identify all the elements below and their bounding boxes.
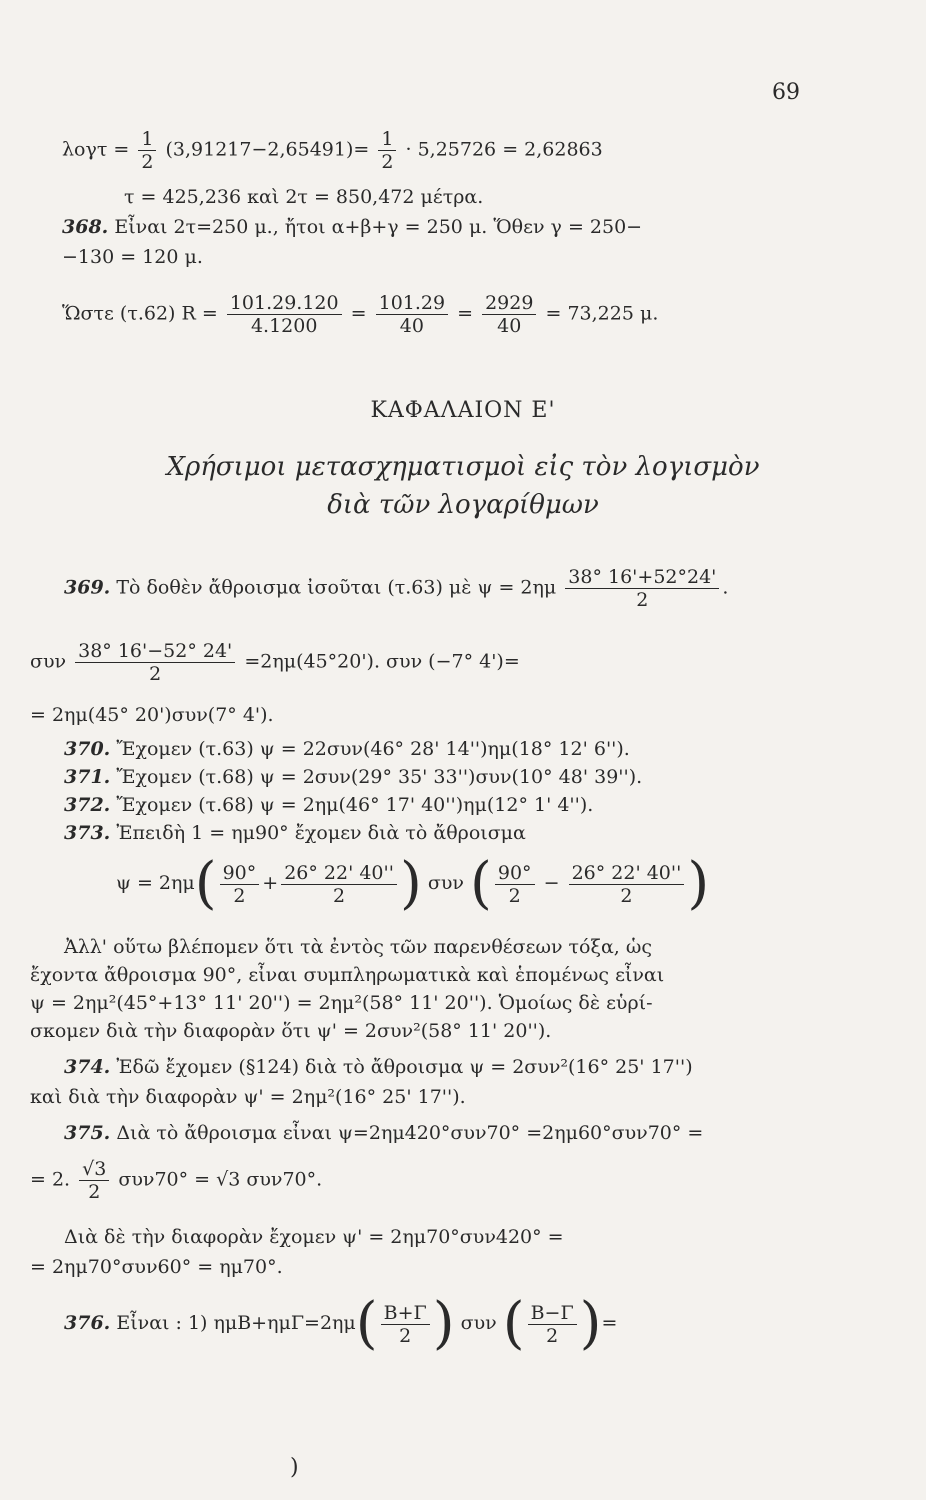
paren-close: )	[399, 851, 422, 916]
page-number: 69	[772, 80, 800, 105]
text-segment: (3,91217−2,65491)=	[165, 138, 370, 161]
problem-number: 376.	[64, 1312, 111, 1334]
text-line: τ = 425,236 καὶ 2τ = 850,472 μέτρα.	[124, 186, 484, 208]
problem-375	[64, 1122, 703, 1144]
fraction: $\frac{26^\circ 22' 40''}{2}$	[281, 862, 397, 907]
problem-371	[64, 766, 642, 788]
fraction: $\frac{38^\circ 16'+52^\circ 24'}{2}$	[565, 566, 719, 611]
problem-number: 370.	[64, 738, 111, 760]
text-segment: Τὸ δοθὲν ἄθροισμα ἰσοῦται (τ.63) μὲ ψ = 2ημ	[110, 576, 557, 599]
operator: −	[543, 872, 560, 894]
problem-number: 374.	[64, 1056, 111, 1078]
paren-open: (	[470, 851, 492, 916]
fraction: $\frac{26^\circ 22' 40''}{2}$	[569, 862, 685, 907]
problem-374	[64, 1056, 693, 1078]
problem-373	[64, 822, 526, 844]
fraction: $\frac{B+\Gamma}{2}$	[381, 1302, 430, 1347]
section-title-line-2: διὰ τῶν λογαρίθμων	[327, 490, 599, 520]
text-segment: συν70° = √3 συν70°.	[118, 1168, 323, 1191]
problem-number: 373.	[64, 822, 111, 844]
fraction: $\frac{√3}{2}$	[79, 1158, 109, 1203]
problem-369: 369. Τὸ δοθὲν ἄθροισμα ἰσοῦται (τ.63) μὲ ψ = 2ημ $\frac{38^\circ 16'+52^\circ 24'}{2}$ .	[64, 566, 729, 611]
problem-number: 369.	[64, 576, 111, 599]
text-segment: συν	[427, 872, 464, 894]
problem-370	[64, 738, 630, 760]
text-segment: Ἔχομεν (τ.63) ψ = 22συν(46° 28' 14'')ημ(18° 12' 6'').	[110, 738, 630, 760]
text-segment: λογτ =	[62, 138, 130, 161]
text-line: ψ = 2ημ²(45°+13° 11' 20'') = 2ημ²(58° 11' 20''). Ὁμοίως δὲ εὑρί-	[30, 992, 653, 1014]
problem-number: 368.	[62, 216, 109, 238]
fraction: $\frac{101.29}{40}$	[376, 292, 448, 337]
text-segment: ψ = 2ημ	[116, 872, 195, 894]
problem-376	[64, 1291, 618, 1356]
paren-close: )	[579, 1291, 602, 1356]
text-segment: Διὰ τὸ ἄθροισμα εἶναι ψ=2ημ420°συν70° =2ημ60°συν70° =	[110, 1122, 704, 1144]
text-line: Διὰ δὲ τὴν διαφορὰν ἔχομεν ψ' = 2ημ70°συν420° =	[64, 1226, 564, 1248]
text-line: σκομεν διὰ τὴν διαφορὰν ὅτι ψ' = 2συν²(58° 11' 20'').	[30, 1020, 552, 1042]
fraction: $\frac{1}{2}$	[378, 128, 396, 173]
equation-log-tau	[62, 128, 603, 173]
fraction: $\frac{B-\Gamma}{2}$	[528, 1302, 577, 1347]
fraction: $\frac{90^\circ}{2}$	[495, 862, 535, 907]
text-segment: = 2.	[30, 1168, 71, 1191]
problem-number: 371.	[64, 766, 111, 788]
text-line: καὶ διὰ τὴν διαφορὰν ψ' = 2ημ²(16° 25' 17'').	[30, 1086, 466, 1108]
text-segment: =	[601, 1312, 618, 1334]
text-segment: =2ημ(45°20'). συν (−7° 4')=	[244, 650, 520, 673]
paren-open: (	[502, 1291, 525, 1356]
fraction: $\frac{101.29.120}{4.1200}$	[227, 292, 342, 337]
paren-close: )	[432, 1291, 455, 1356]
text-line: Ἀλλ' οὕτω βλέπομεν ὅτι τὰ ἐντὸς τῶν παρενθέσεων τόξα, ὡς	[64, 936, 652, 958]
section-title-line-1: Χρήσιμοι μετασχηματισμοὶ εἰς τὸν λογισμὸν	[166, 452, 760, 482]
text-segment: Ἔχομεν (τ.68) ψ = 2συν(29° 35' 33'')συν(10° 48' 39'').	[110, 766, 643, 788]
problem-number: 372.	[64, 794, 111, 816]
text-segment: · 5,25726 = 2,62863	[405, 138, 603, 161]
text-segment: Εἶναι : 1) ημΒ+ημΓ=2ημ	[110, 1312, 356, 1334]
equation-line	[30, 1158, 322, 1203]
text-line: = 2ημ70°συν60° = ημ70°.	[30, 1256, 283, 1278]
text-segment: συν	[30, 650, 67, 673]
text-segment: Ὥστε (τ.62) R =	[62, 302, 218, 325]
text-segment: συν	[460, 1312, 497, 1334]
stray-mark: )	[290, 1455, 299, 1480]
equation-radius: Ὥστε (τ.62) R = $\frac{101.29.120}{4.1200}$ = $\frac{101.29}{40}$ = $\frac{2929}{40}$ = 73,225 μ.	[62, 292, 659, 337]
text-segment: Ἐπειδὴ 1 = ημ90° ἔχομεν διὰ τὸ ἄθροισμα	[110, 822, 526, 844]
paren-open: (	[194, 851, 217, 916]
text-line: −130 = 120 μ.	[62, 246, 203, 268]
fraction: $\frac{38^\circ 16'-52^\circ 24'}{2}$	[75, 640, 235, 685]
fraction: $\frac{90^\circ}{2}$	[220, 862, 260, 907]
fraction: $\frac{1}{2}$	[138, 128, 156, 173]
operator: +	[262, 872, 279, 894]
equation-psi	[116, 851, 710, 916]
text-segment: = 73,225 μ.	[545, 302, 659, 325]
problem-372	[64, 794, 593, 816]
chapter-heading: ΚΑΦΑΛΑΙΟΝ Ε'	[370, 398, 556, 423]
text-segment: Ἔχομεν (τ.68) ψ = 2ημ(46° 17' 40'')ημ(12° 1' 4'').	[110, 794, 594, 816]
problem-number: 375.	[64, 1122, 111, 1144]
equation-line	[30, 640, 520, 685]
paren-close: )	[687, 851, 710, 916]
text-line: = 2ημ(45° 20')συν(7° 4').	[30, 704, 274, 726]
text-segment: Εἶναι 2τ=250 μ., ἤτοι α+β+γ = 250 μ. Ὅθεν γ = 250−	[108, 216, 643, 238]
fraction: $\frac{2929}{40}$	[482, 292, 536, 337]
problem-368	[62, 216, 642, 238]
text-line: ἔχοντα ἄθροισμα 90°, εἶναι συμπληρωματικὰ καὶ ἑπομένως εἶναι	[30, 964, 665, 986]
text-segment: Ἐδῶ ἔχομεν (§124) διὰ τὸ ἄθροισμα ψ = 2συν²(16° 25' 17'')	[110, 1056, 693, 1078]
paren-open: (	[355, 1291, 378, 1356]
